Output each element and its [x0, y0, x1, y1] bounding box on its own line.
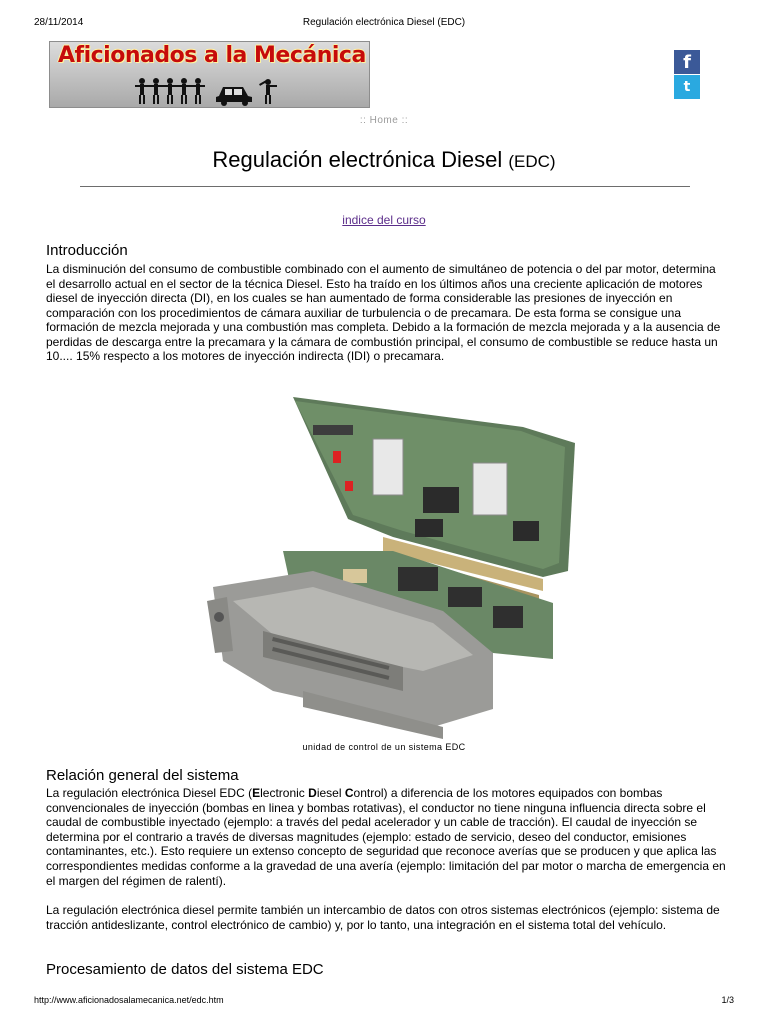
mechanic-figure-icon [259, 79, 277, 104]
title-divider [80, 186, 690, 187]
relation-paragraph-1: La regulación electrónica Diesel EDC (Electronic Diesel Control) a diferencia de los motores equipados con bombas convencionales de inyección (bombas en linea y bombas rotativas), el conductor no tiene ninguna influencia directa sobre el caudal de combustible inyectado (ejemplo: a través del pedal acelerador y un cable de tracción). El caudal de inyección se determina por el contrario a través de diversas magnitudes (ejemplo: estado de servicio, deseo del conductor, emisiones contaminantes, etc.). Esto requiere un extenso concepto de seguridad que reconoce averías que se producen y que aplica las correspondientes medidas conforme a la gravedad de una avería (ejemplo: limitación del par motor o marcha de emergencia en el margen del régimen de ralentí). [46, 786, 726, 888]
edc-control-unit-image [193, 391, 575, 740]
relation-paragraph-2: La regulación electrónica diesel permite también un intercambio de datos con otros sistemas electrónicos (ejemplo: sistema de tracción antideslizante, control electrónico de cambio) y, por lo tanto, una integración en el sistema total del vehículo. [46, 903, 720, 932]
figure-caption: unidad de control de un sistema EDC [302, 742, 466, 752]
intro-heading: Introducción [46, 242, 128, 259]
page-title-text: Regulación electrónica Diesel [212, 147, 503, 172]
print-url: http://www.aficionadosalamecanica.net/edc.htm [34, 995, 224, 1005]
facebook-icon[interactable]: f [674, 50, 700, 74]
relation-heading: Relación general del sistema [46, 767, 239, 784]
print-footer [34, 995, 734, 1009]
twitter-icon[interactable]: t [674, 75, 700, 99]
person-figure-icon [135, 78, 149, 104]
print-page-number: 1/3 [721, 995, 734, 1005]
banner-text: Aficionados a la Mecánica [58, 43, 366, 68]
processing-heading: Procesamiento de datos del sistema EDC [46, 961, 324, 978]
site-banner-logo[interactable] [49, 41, 370, 108]
home-link[interactable]: :: Home :: [359, 115, 409, 126]
course-index-link[interactable]: indice del curso [342, 213, 426, 227]
page-title-suffix: (EDC) [508, 152, 556, 171]
print-date: 28/11/2014 [34, 17, 84, 28]
people-and-car-icon [134, 76, 314, 106]
car-icon [216, 87, 252, 106]
intro-paragraph: La disminución del consumo de combustible combinado con el aumento de simultáneo de potencia o del par motor, determina el desarrollo actual en el sector de la técnica Diesel. Esto ha traído en los últimos años una creciente aplicación de motores diesel de inyección directa (DI), en los cuales se han aumentado de forma considerable las presiones de inyección en comparación con los procedimientos de cámara auxiliar de turbulencia o de precamara. De esta forma se consigue una formación de mezcla mejorada y una combustión mas completa. Debido a la formación de mezcla mejorada y a la ausencia de perdidas de descarga entre la precamara y la cámara de combustión principal, el consumo de combustible se reduce hasta un 10.... 15% respecto a los motores de inyección indirecta (IDI) o precamara. [46, 262, 721, 363]
page-title [0, 147, 768, 173]
print-header [34, 17, 734, 31]
print-title: Regulación electrónica Diesel (EDC) [302, 17, 466, 28]
